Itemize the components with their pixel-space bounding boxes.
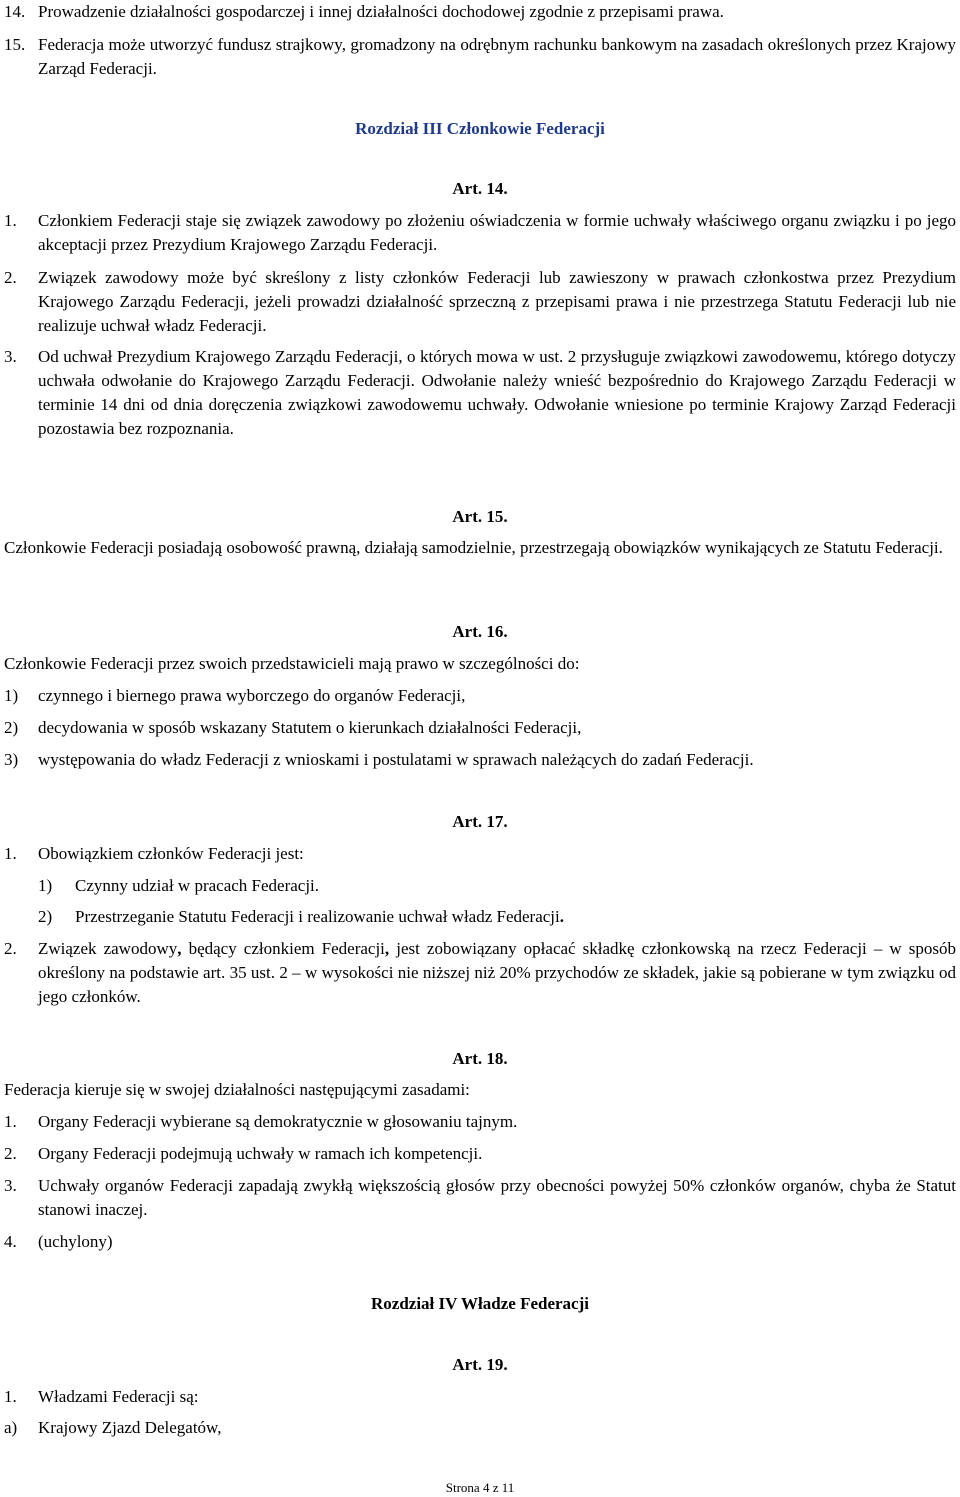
article-heading-14: Art. 14. <box>452 179 508 198</box>
art15-text: Członkowie Federacji posiadają osobowość prawną, działają samodzielnie, przestrzegają obowiązków wynikających ze Statutu Federacji. <box>4 538 943 557</box>
art17-sub-item-2: 2) Przestrzeganie Statutu Federacji i realizowanie uchwał władz Federacji. <box>38 907 565 926</box>
art16-list-item-1: 1) czynnego i biernego prawa wyborczego do organów Federacji, <box>4 686 466 705</box>
art18-intro: Federacja kieruje się w swojej działalności następującymi zasadami: <box>4 1080 470 1099</box>
art14-paragraph-2: 2. Związek zawodowy może być skreślony z listy członków Federacji lub zawieszony w prawach członkostwa przez Prezydium Krajowego Zarządu Federacji, jeżeli prowadzi działalność sprzeczną z przepisami prawa i nie przestrzega Statutu Federacji lub nie realizuje uchwał władz Federacji. <box>4 268 956 335</box>
art16-list-item-2: 2) decydowania w sposób wskazany Statutem o kierunkach działalności Federacji, <box>4 718 582 737</box>
art17-paragraph-1: 1. Obowiązkiem członków Federacji jest: <box>4 844 304 863</box>
art16-intro: Członkowie Federacji przez swoich przedstawicieli mają prawo w szczególności do: <box>4 654 580 673</box>
chapter-heading-4: Rozdział IV Władze Federacji <box>371 1294 589 1313</box>
art18-paragraph-1: 1. Organy Federacji wybierane są demokratycznie w głosowaniu tajnym. <box>4 1112 518 1131</box>
article-heading-16: Art. 16. <box>452 622 508 641</box>
list-item-14: 14. Prowadzenie działalności gospodarczej i innej działalności dochodowej zgodnie z przepisami prawa. <box>4 2 724 21</box>
page-number-footer: Strona 4 z 11 <box>445 1480 515 1495</box>
art17-paragraph-2: 2. Związek zawodowy, będący członkiem Federacji, jest zobowiązany opłacać składkę członkowską na rzecz Federacji – w sposób określony na podstawie art. 35 ust. 2 – w wysokości nie niższej niż 20% przychodów ze składek, jakie są pobierane w tym związku od jego członków. <box>4 939 957 1006</box>
art18-paragraph-2: 2. Organy Federacji podejmują uchwały w ramach ich kompetencji. <box>4 1144 483 1163</box>
art14-paragraph-1: 1. Członkiem Federacji staje się związek zawodowy po złożeniu oświadczenia w formie uchwały właściwego organu związku i po jego akceptacji przez Prezydium Krajowego Zarządu Federacji. <box>4 211 956 254</box>
art19-item-a: a) Krajowy Zjazd Delegatów, <box>4 1418 222 1437</box>
article-heading-18: Art. 18. <box>452 1049 508 1068</box>
art16-list-item-3: 3) występowania do władz Federacji z wnioskami i postulatami w sprawach należących do zadań Federacji. <box>4 750 754 769</box>
art14-paragraph-3: 3. Od uchwał Prezydium Krajowego Zarządu Federacji, o których mowa w ust. 2 przysługuje związkowi zawodowemu, którego dotyczy uchwała odwołanie do Krajowego Zarządu Federacji. Odwołanie należy wnieść bezpośrednio do Krajowego Zarządu Federacji w terminie 14 dni od dnia doręczenia związkowi zawodowemu uchwały. Odwołanie wniesione po terminie Krajowy Zarząd Federacji pozostawia bez rozpoznania. <box>4 347 956 438</box>
art18-paragraph-3: 3. Uchwały organów Federacji zapadają zwykłą większością głosów przy obecności powyżej 50% członków organów, chyba że Statut stanowi inaczej. <box>4 1176 956 1219</box>
chapter-heading-3: Rozdział III Członkowie Federacji <box>355 119 605 138</box>
list-item-15: 15. Federacja może utworzyć fundusz strajkowy, gromadzony na odrębnym rachunku bankowym na zasadach określonych przez Krajowy Zarząd Federacji. <box>4 35 956 78</box>
art18-paragraph-4: 4. (uchylony) <box>4 1232 113 1251</box>
art17-sub-item-1: 1) Czynny udział w pracach Federacji. <box>38 876 320 895</box>
article-heading-17: Art. 17. <box>452 812 508 831</box>
article-heading-15: Art. 15. <box>452 507 508 526</box>
article-heading-19: Art. 19. <box>452 1355 508 1374</box>
art19-paragraph-1: 1. Władzami Federacji są: <box>4 1387 199 1406</box>
